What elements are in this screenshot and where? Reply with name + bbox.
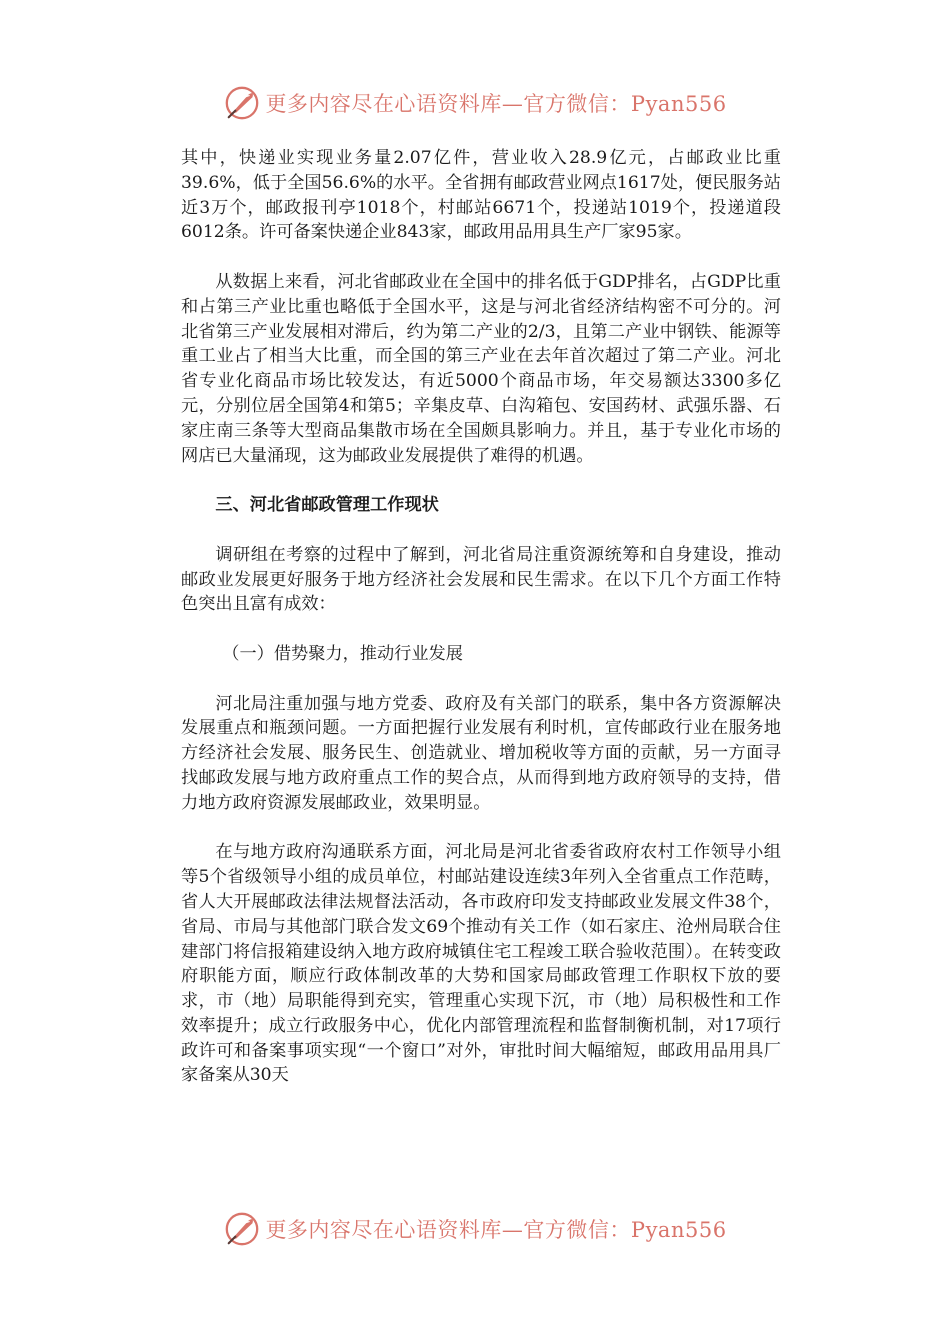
paragraph-resource-coordination: 河北局注重加强与地方党委、政府及有关部门的联系，集中各方资源解决发展重点和瓶颈问题。一方面把握行业发展有利时机，宣传邮政行业在服务地方经济社会发展、服务民生、创造就业、增加税收等方面的贡献，另一方面寻找邮政发展与地方政府重点工作的契合点，从而得到地方政府领导的支持，借力地方政府资源发展邮政业，效果明显。 bbox=[181, 693, 781, 813]
document-body bbox=[181, 146, 781, 1088]
footer-banner-text: 更多内容尽在心语资料库—官方微信：Pyan556 bbox=[265, 1218, 727, 1242]
paragraph-survey-intro: 调研组在考察的过程中了解到，河北省局注重资源统筹和自身建设，推动邮政业发展更好服务于地方经济社会发展和民生需求。在以下几个方面工作特色突出且富有成效： bbox=[181, 544, 781, 615]
footer-banner bbox=[0, 1206, 950, 1252]
quill-logo-icon bbox=[223, 1210, 261, 1248]
quill-logo-icon bbox=[223, 84, 261, 122]
paragraph-express-stats: 其中，快递业实现业务量2.07亿件，营业收入28.9亿元，占邮政业比重39.6%，低于全国56.6%的水平。全省拥有邮政营业网点1617处，便民服务站近3万个，邮政报刊亭1018个，村邮站6671个，投递站1019个，投递道段6012条。许可备案快递企业843家，邮政用品用具生产厂家95家。 bbox=[181, 148, 781, 243]
paragraph-government-liaison: 在与地方政府沟通联系方面，河北局是河北省委省政府农村工作领导小组等5个省级领导小组的成员单位，村邮站建设连续3年列入全省重点工作范畴，省人大开展邮政法律法规督法活动，各市政府印发支持邮政业发展文件38个，省局、市局与其他部门联合发文69个推动有关工作（如石家庄、沧州局联合住建部门将信报箱建设纳入地方政府城镇住宅工程竣工联合验收范围）。在转变政府职能方面，顺应行政体制改革的大势和国家局邮政管理工作职权下放的要求，市（地）局职能得到充实，管理重心实现下沉，市（地）局积极性和工作效率提升；成立行政服务中心，优化内部管理流程和监督制衡机制，对17项行政许可和备案事项实现“一个窗口”对外，审批时间大幅缩短，邮政用品用具厂家备案从30天 bbox=[181, 842, 781, 1086]
paragraph-data-analysis: 从数据上来看，河北省邮政业在全国中的排名低于GDP排名，占GDP比重和占第三产业比重也略低于全国水平，这是与河北省经济结构密不可分的。河北省第三产业发展相对滞后，约为第二产业的2/3，且第二产业中钢铁、能源等重工业占了相当大比重，而全国的第三产业在去年首次超过了第二产业。河北省专业化商品市场比较发达，有近5000个商品市场，年交易额达3300多亿元，分别位居全国第4和第5；辛集皮草、白沟箱包、安国药材、武强乐器、石家庄南三条等大型商品集散市场在全国颇具影响力。并且，基于专业化市场的网店已大量涌现，这为邮政业发展提供了难得的机遇。 bbox=[181, 271, 781, 466]
subsection-heading-1: （一）借势聚力，推动行业发展 bbox=[222, 643, 463, 664]
header-banner bbox=[0, 80, 950, 126]
section-heading-3: 三、河北省邮政管理工作现状 bbox=[215, 495, 439, 516]
header-banner-text: 更多内容尽在心语资料库—官方微信：Pyan556 bbox=[265, 92, 727, 116]
